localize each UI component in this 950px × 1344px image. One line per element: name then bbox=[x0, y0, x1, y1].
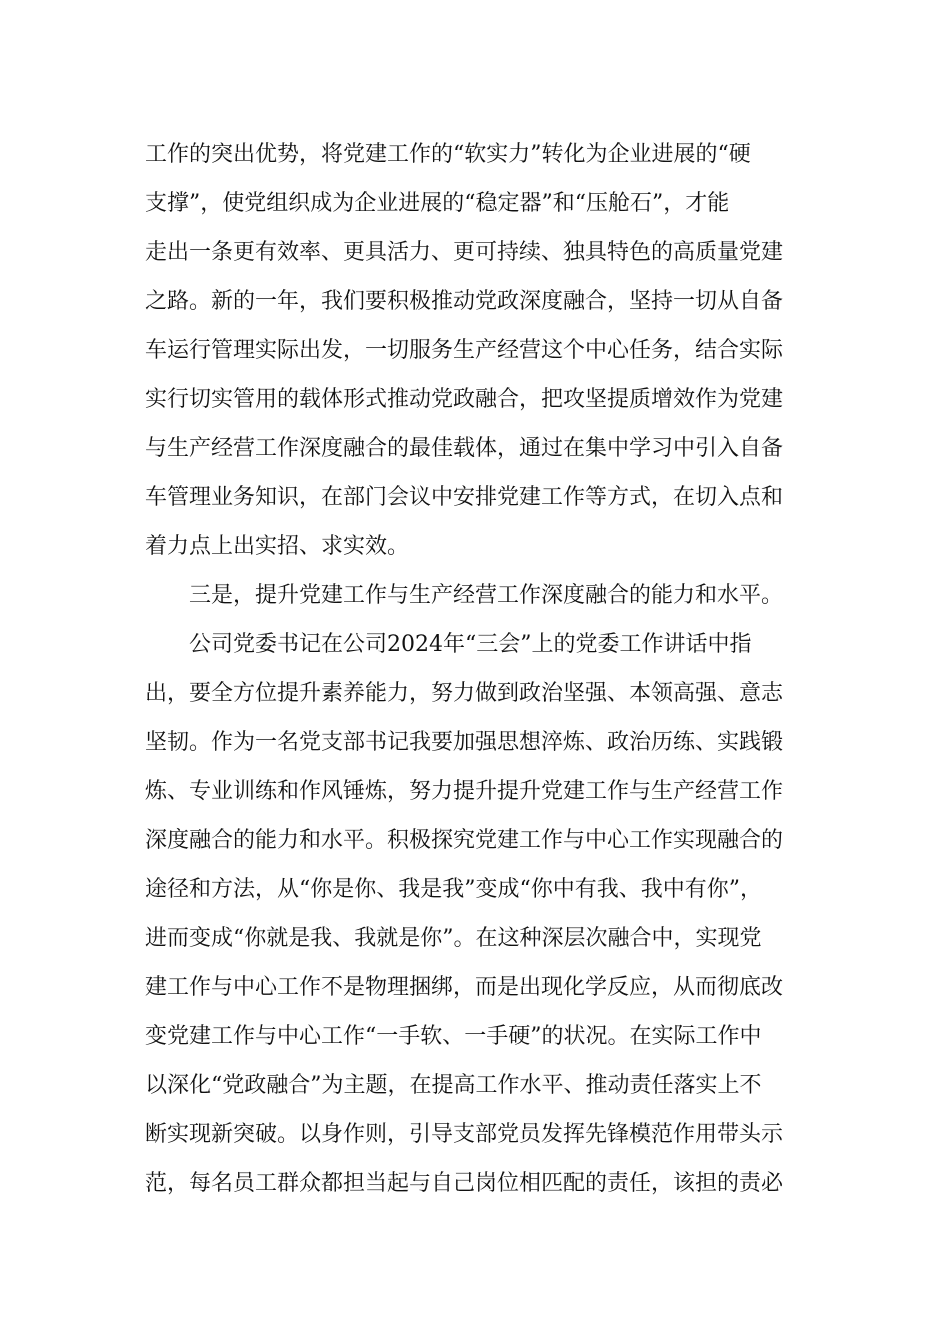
text-line: 坚韧。作为一名党支部书记我要加强思想淬炼、政治历练、实践锻 bbox=[145, 730, 784, 755]
text-line: 公司党委书记在公司2024年“三会”上的党委工作讲话中指 bbox=[145, 632, 752, 657]
text-line: 变党建工作与中心工作“一手软、一手硬”的状况。在实际工作中 bbox=[145, 1024, 762, 1049]
text-line: 支撑”，使党组织成为企业进展的“稳定器”和“压舱石”，才能 bbox=[145, 191, 730, 216]
text-line: 车运行管理实际出发，一切服务生产经营这个中心任务，结合实际 bbox=[145, 338, 784, 363]
text-line: 进而变成“你就是我、我就是你”。在这种深层次融合中，实现党 bbox=[145, 926, 762, 951]
text-line: 走出一条更有效率、更具活力、更可持续、独具特色的高质量党建 bbox=[145, 240, 784, 265]
text-line: 车管理业务知识，在部门会议中安排党建工作等方式，在切入点和 bbox=[145, 485, 784, 510]
text-line: 以深化“党政融合”为主题，在提高工作水平、推动责任落实上不 bbox=[145, 1073, 762, 1098]
section-heading: 三是，提升党建工作与生产经营工作深度融合的能力和水平。 bbox=[145, 583, 784, 608]
text-line: 途径和方法，从“你是你、我是我”变成“你中有我、我中有你”， bbox=[145, 877, 762, 902]
text-line: 出，要全方位提升素养能力，努力做到政治坚强、本领高强、意志 bbox=[145, 681, 784, 706]
text-line: 实行切实管用的载体形式推动党政融合，把攻坚提质增效作为党建 bbox=[145, 387, 784, 412]
text-line: 工作的突出优势，将党建工作的“软实力”转化为企业进展的“硬 bbox=[145, 142, 751, 167]
text-line: 深度融合的能力和水平。积极探究党建工作与中心工作实现融合的 bbox=[145, 828, 784, 853]
text-line: 炼、专业训练和作风锤炼，努力提升提升党建工作与生产经营工作 bbox=[145, 779, 784, 804]
document-page bbox=[145, 130, 810, 1208]
text-line: 断实现新突破。以身作则，引导支部党员发挥先锋模范作用带头示 bbox=[145, 1122, 784, 1147]
text-line: 建工作与中心工作不是物理捆绑，而是出现化学反应，从而彻底改 bbox=[145, 975, 784, 1000]
text-line: 着力点上出实招、求实效。 bbox=[145, 534, 410, 559]
text-line: 与生产经营工作深度融合的最佳载体，通过在集中学习中引入自备 bbox=[145, 436, 784, 461]
text-line: 之路。新的一年，我们要积极推动党政深度融合，坚持一切从自备 bbox=[145, 289, 784, 314]
text-line: 范，每名员工群众都担当起与自己岗位相匹配的责任，该担的责必 bbox=[145, 1171, 784, 1196]
